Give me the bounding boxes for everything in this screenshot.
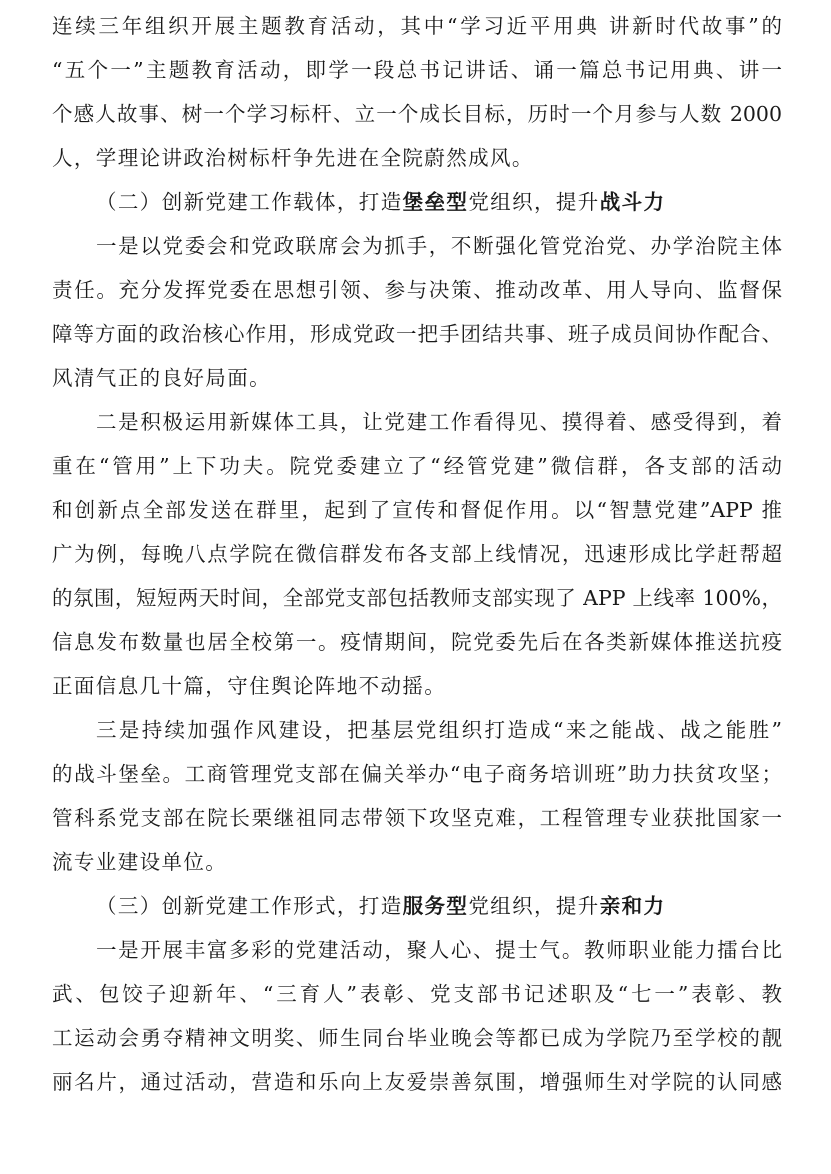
body-line: 管科系党支部在院长栗继祖同志带领下攻坚克难，工程管理专业获批国家一 [52, 806, 782, 830]
body-line: 工运动会勇夺精神文明奖、师生同台毕业晚会等都已成为学院乃至学校的靓 [52, 1026, 782, 1050]
body-line: 三是持续加强作风建设，把基层党组织打造成“来之能战、战之能胜” [96, 718, 782, 742]
heading-bold-text: 战斗力 [599, 190, 666, 214]
heading-text: （二）创新党建工作载体，打造 [96, 190, 403, 214]
section-heading [96, 180, 782, 224]
body-line: 风清气正的良好局面。 [52, 366, 271, 390]
body-line: 的氛围，短短两天时间，全部党支部包括教师支部实现了 APP 上线率 100%， [52, 586, 782, 610]
body-line: 丽名片，通过活动，营造和乐向上友爱崇善氛围，增强师生对学院的认同感 [52, 1070, 782, 1094]
body-line: 个感人故事、树一个学习标杆、立一个成长目标，历时一个月参与人数 2000 [52, 102, 782, 126]
body-line: 二是积极运用新媒体工具，让党建工作看得见、摸得着、感受得到，着 [96, 410, 782, 434]
heading-bold-text: 堡垒型 [402, 190, 469, 214]
body-line: 连续三年组织开展主题教育活动，其中“学习近平用典 讲新时代故事”的 [52, 14, 782, 38]
body-line: 和创新点全部发送在群里，起到了宣传和督促作用。以“智慧党建”APP 推 [52, 498, 782, 522]
body-line: 信息发布数量也居全校第一。疫情期间，院党委先后在各类新媒体推送抗疫 [52, 630, 782, 654]
heading-text: （三）创新党建工作形式，打造 [96, 894, 403, 918]
body-line: 流专业建设单位。 [52, 850, 228, 874]
body-line: 一是以党委会和党政联席会为抓手，不断强化管党治党、办学治院主体 [96, 234, 782, 258]
body-line: “五个一”主题教育活动，即学一段总书记讲话、诵一篇总书记用典、讲一 [52, 58, 782, 82]
heading-text: 党组织，提升 [468, 894, 600, 918]
heading-text: 党组织，提升 [468, 190, 600, 214]
body-line: 正面信息几十篇，守住舆论阵地不动摇。 [52, 674, 447, 698]
body-line: 广为例，每晚八点学院在微信群发布各支部上线情况，迅速形成比学赶帮超 [52, 542, 782, 566]
heading-bold-text: 亲和力 [599, 894, 666, 918]
body-line: 的战斗堡垒。工商管理党支部在偏关举办“电子商务培训班”助力扶贫攻坚； [52, 762, 782, 786]
body-line: 重在“管用”上下功夫。院党委建立了“经管党建”微信群，各支部的活动 [52, 454, 782, 478]
body-line: 武、包饺子迎新年、“三育人”表彰、党支部书记述职及“七一”表彰、教 [52, 982, 782, 1006]
section-heading [96, 884, 782, 928]
body-line: 人，学理论讲政治树标杆争先进在全院蔚然成风。 [52, 146, 534, 170]
heading-bold-text: 服务型 [402, 894, 469, 918]
body-line: 责任。充分发挥党委在思想引领、参与决策、推动改革、用人导向、监督保 [52, 278, 782, 302]
body-line: 一是开展丰富多彩的党建活动，聚人心、提士气。教师职业能力擂台比 [96, 938, 782, 962]
body-line: 障等方面的政治核心作用，形成党政一把手团结共事、班子成员间协作配合、 [52, 322, 782, 346]
